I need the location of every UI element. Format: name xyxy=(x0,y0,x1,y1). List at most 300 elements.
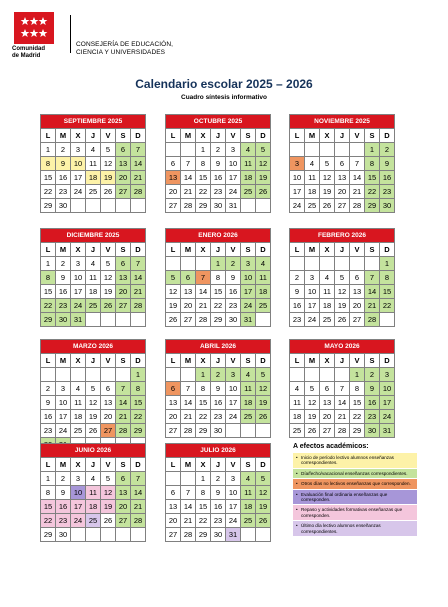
day-cell: 29 xyxy=(211,313,226,327)
day-cell: 16 xyxy=(290,299,305,313)
day-cell: 22 xyxy=(365,185,380,199)
weekday-header: M xyxy=(305,129,320,143)
day-cell: 27 xyxy=(116,185,131,199)
day-cell: 1 xyxy=(131,368,146,382)
weekday-header: D xyxy=(256,354,271,368)
day-cell xyxy=(116,199,131,213)
legend-item-text: Repaso y actividades formativas enseñanzas que corresponden. xyxy=(301,507,403,518)
day-cell: 26 xyxy=(101,185,116,199)
day-cell: 14 xyxy=(196,285,211,299)
day-cell: 28 xyxy=(350,199,365,213)
weekday-header: J xyxy=(211,458,226,472)
day-cell: 3 xyxy=(226,143,241,157)
day-cell: 30 xyxy=(56,528,71,542)
day-cell: 15 xyxy=(380,285,395,299)
weekday-header: V xyxy=(101,458,116,472)
day-cell xyxy=(241,199,256,213)
day-cell: 9 xyxy=(380,157,395,171)
month-calendar xyxy=(165,228,271,327)
day-cell: 2 xyxy=(56,143,71,157)
day-cell: 5 xyxy=(101,257,116,271)
day-cell: 2 xyxy=(290,271,305,285)
bullet-icon: • xyxy=(296,491,298,497)
day-cell: 12 xyxy=(305,396,320,410)
day-cell xyxy=(256,313,271,327)
day-cell: 19 xyxy=(305,410,320,424)
weekday-header: D xyxy=(380,243,395,257)
weekday-header: L xyxy=(41,129,56,143)
day-cell xyxy=(305,143,320,157)
day-cell: 19 xyxy=(86,410,101,424)
day-cell: 17 xyxy=(71,285,86,299)
day-cell: 26 xyxy=(166,313,181,327)
weekday-header: M xyxy=(56,243,71,257)
weekday-header: M xyxy=(305,354,320,368)
day-cell: 4 xyxy=(86,472,101,486)
day-cell: 22 xyxy=(196,410,211,424)
day-cell xyxy=(166,472,181,486)
day-cell: 26 xyxy=(101,514,116,528)
bullet-icon: • xyxy=(296,507,298,513)
day-cell xyxy=(41,368,56,382)
day-cell: 22 xyxy=(41,185,56,199)
day-cell xyxy=(196,257,211,271)
day-cell: 21 xyxy=(365,299,380,313)
day-cell: 21 xyxy=(131,285,146,299)
day-cell: 8 xyxy=(131,382,146,396)
day-cell: 20 xyxy=(166,410,181,424)
day-cell xyxy=(365,257,380,271)
day-cell: 15 xyxy=(41,285,56,299)
day-cell: 19 xyxy=(101,171,116,185)
legend-items xyxy=(293,453,417,536)
day-cell xyxy=(86,368,101,382)
weekday-header: J xyxy=(335,129,350,143)
legend-item-text: Evaluación final ordinaria enseñanzas que corresponden. xyxy=(301,491,388,503)
day-cell xyxy=(380,313,395,327)
day-cell: 29 xyxy=(196,199,211,213)
weekday-header: X xyxy=(71,243,86,257)
weekday-header: D xyxy=(380,129,395,143)
day-cell xyxy=(116,368,131,382)
day-cell xyxy=(131,313,146,327)
day-cell: 24 xyxy=(226,410,241,424)
day-cell: 8 xyxy=(196,382,211,396)
day-cell: 10 xyxy=(71,271,86,285)
day-cell: 22 xyxy=(131,410,146,424)
day-cell: 3 xyxy=(241,257,256,271)
weekday-header: V xyxy=(101,354,116,368)
day-cell: 20 xyxy=(166,514,181,528)
day-cell: 16 xyxy=(211,171,226,185)
day-cell: 13 xyxy=(101,396,116,410)
day-cell: 28 xyxy=(181,199,196,213)
day-cell: 31 xyxy=(71,313,86,327)
day-cell: 26 xyxy=(335,313,350,327)
weekday-header: V xyxy=(350,243,365,257)
day-cell: 8 xyxy=(350,382,365,396)
day-cell: 16 xyxy=(380,171,395,185)
day-cell xyxy=(86,528,101,542)
day-cell xyxy=(320,143,335,157)
day-cell: 4 xyxy=(256,257,271,271)
day-cell xyxy=(181,472,196,486)
day-cell: 29 xyxy=(41,199,56,213)
page-subtitle: Cuadro síntesis informativo xyxy=(181,94,267,101)
weekday-header: V xyxy=(226,458,241,472)
weekday-header: L xyxy=(41,458,56,472)
day-cell: 6 xyxy=(116,472,131,486)
day-cell: 21 xyxy=(335,410,350,424)
weekday-header: D xyxy=(380,354,395,368)
weekday-header: S xyxy=(241,243,256,257)
day-cell: 24 xyxy=(290,199,305,213)
day-cell xyxy=(335,143,350,157)
day-cell xyxy=(256,199,271,213)
day-cell: 21 xyxy=(181,514,196,528)
weekday-header: M xyxy=(56,354,71,368)
day-cell: 21 xyxy=(181,185,196,199)
day-cell: 25 xyxy=(290,424,305,438)
day-cell: 27 xyxy=(116,514,131,528)
day-cell: 9 xyxy=(211,486,226,500)
day-cell: 24 xyxy=(56,424,71,438)
day-cell: 25 xyxy=(256,299,271,313)
weekday-header: M xyxy=(181,129,196,143)
day-cell: 25 xyxy=(241,185,256,199)
day-cell: 12 xyxy=(320,171,335,185)
day-cell: 25 xyxy=(320,313,335,327)
day-cell: 28 xyxy=(131,514,146,528)
day-cell: 23 xyxy=(56,514,71,528)
day-cell: 7 xyxy=(196,271,211,285)
weekday-header: D xyxy=(256,129,271,143)
day-cell xyxy=(181,143,196,157)
day-cell: 6 xyxy=(101,382,116,396)
day-cell: 6 xyxy=(350,271,365,285)
weekday-header: X xyxy=(196,243,211,257)
day-cell: 14 xyxy=(116,396,131,410)
day-cell: 16 xyxy=(41,410,56,424)
weekday-header: L xyxy=(290,129,305,143)
day-cell: 22 xyxy=(211,299,226,313)
day-cell: 24 xyxy=(380,410,395,424)
day-cell xyxy=(116,528,131,542)
day-cell: 24 xyxy=(71,299,86,313)
day-cell xyxy=(56,368,71,382)
day-cell: 17 xyxy=(71,500,86,514)
day-cell: 2 xyxy=(56,472,71,486)
day-cell xyxy=(320,368,335,382)
day-cell: 3 xyxy=(290,157,305,171)
legend-title: A efectos académicos: xyxy=(293,443,369,450)
day-cell xyxy=(101,313,116,327)
day-cell xyxy=(71,199,86,213)
day-cell: 8 xyxy=(41,157,56,171)
month-calendar xyxy=(40,114,146,213)
day-cell: 13 xyxy=(181,285,196,299)
day-cell: 19 xyxy=(320,185,335,199)
brand-divider xyxy=(70,15,71,53)
day-cell: 7 xyxy=(131,143,146,157)
day-cell: 14 xyxy=(365,285,380,299)
day-cell: 15 xyxy=(350,396,365,410)
day-cell: 15 xyxy=(365,171,380,185)
day-cell: 18 xyxy=(86,285,101,299)
weekday-header: L xyxy=(166,129,181,143)
month-calendar xyxy=(289,228,395,327)
weekday-header: D xyxy=(131,129,146,143)
day-cell: 9 xyxy=(226,271,241,285)
legend-item xyxy=(293,479,417,488)
month-calendar xyxy=(165,114,271,213)
weekday-header: X xyxy=(196,354,211,368)
day-cell: 4 xyxy=(290,382,305,396)
weekday-header: M xyxy=(181,458,196,472)
day-cell: 11 xyxy=(305,171,320,185)
month-name: MAYO 2026 xyxy=(290,340,395,354)
day-cell: 11 xyxy=(86,271,101,285)
page-title: Calendario escolar 2025 – 2026 xyxy=(135,77,313,91)
day-cell: 11 xyxy=(290,396,305,410)
day-cell xyxy=(131,528,146,542)
day-cell: 19 xyxy=(335,299,350,313)
day-cell: 2 xyxy=(41,382,56,396)
day-cell: 11 xyxy=(256,271,271,285)
day-cell xyxy=(350,257,365,271)
weekday-header: D xyxy=(131,458,146,472)
day-cell: 1 xyxy=(196,472,211,486)
day-cell: 27 xyxy=(166,424,181,438)
day-cell: 10 xyxy=(56,396,71,410)
legend-item xyxy=(293,469,417,478)
day-cell: 16 xyxy=(226,285,241,299)
day-cell xyxy=(241,528,256,542)
day-cell: 14 xyxy=(131,157,146,171)
weekday-header: L xyxy=(290,243,305,257)
month-calendar xyxy=(289,114,395,213)
day-cell: 28 xyxy=(365,313,380,327)
day-cell: 30 xyxy=(365,424,380,438)
day-cell: 20 xyxy=(116,285,131,299)
day-cell: 22 xyxy=(380,299,395,313)
day-cell: 3 xyxy=(226,472,241,486)
day-cell: 9 xyxy=(290,285,305,299)
day-cell: 30 xyxy=(226,313,241,327)
day-cell: 30 xyxy=(211,424,226,438)
day-cell: 13 xyxy=(116,486,131,500)
month-name: JUNIO 2026 xyxy=(41,444,146,458)
day-cell: 27 xyxy=(181,313,196,327)
weekday-header: V xyxy=(350,354,365,368)
day-cell: 12 xyxy=(256,486,271,500)
day-cell: 3 xyxy=(71,472,86,486)
day-cell: 4 xyxy=(241,143,256,157)
day-cell: 7 xyxy=(181,157,196,171)
day-cell: 12 xyxy=(166,285,181,299)
month-calendar xyxy=(40,339,146,452)
day-cell: 19 xyxy=(101,500,116,514)
day-cell: 26 xyxy=(305,424,320,438)
day-cell: 27 xyxy=(350,313,365,327)
day-cell: 6 xyxy=(181,271,196,285)
day-cell: 12 xyxy=(101,157,116,171)
day-cell: 19 xyxy=(256,171,271,185)
day-cell: 28 xyxy=(181,528,196,542)
legend-item-text: Otros días no lectivos enseñanzas que corresponden. xyxy=(301,481,411,487)
day-cell: 9 xyxy=(56,486,71,500)
day-cell: 9 xyxy=(211,382,226,396)
day-cell: 28 xyxy=(181,424,196,438)
month-calendar xyxy=(165,339,271,438)
day-cell: 7 xyxy=(131,472,146,486)
weekday-header: J xyxy=(86,243,101,257)
day-cell: 15 xyxy=(41,500,56,514)
weekday-header: M xyxy=(181,354,196,368)
weekday-header: X xyxy=(320,129,335,143)
day-cell: 13 xyxy=(320,396,335,410)
day-cell: 20 xyxy=(166,185,181,199)
day-cell: 28 xyxy=(335,424,350,438)
day-cell: 24 xyxy=(226,185,241,199)
weekday-header: S xyxy=(116,354,131,368)
weekday-header: J xyxy=(86,129,101,143)
day-cell: 19 xyxy=(256,396,271,410)
day-cell: 1 xyxy=(365,143,380,157)
day-cell: 3 xyxy=(226,368,241,382)
day-cell: 28 xyxy=(116,424,131,438)
day-cell: 8 xyxy=(196,486,211,500)
day-cell: 3 xyxy=(56,382,71,396)
bullet-icon: • xyxy=(296,481,298,487)
day-cell: 22 xyxy=(196,185,211,199)
day-cell: 5 xyxy=(335,271,350,285)
day-cell: 27 xyxy=(166,199,181,213)
day-cell: 7 xyxy=(181,382,196,396)
weekday-header: V xyxy=(226,129,241,143)
day-cell: 5 xyxy=(101,472,116,486)
day-cell: 5 xyxy=(256,143,271,157)
day-cell: 11 xyxy=(71,396,86,410)
weekday-header: L xyxy=(41,354,56,368)
day-cell: 10 xyxy=(241,271,256,285)
day-cell: 10 xyxy=(226,486,241,500)
day-cell: 7 xyxy=(181,486,196,500)
day-cell: 1 xyxy=(41,472,56,486)
day-cell: 31 xyxy=(226,199,241,213)
day-cell: 23 xyxy=(380,185,395,199)
day-cell: 20 xyxy=(320,410,335,424)
day-cell xyxy=(71,368,86,382)
day-cell: 25 xyxy=(86,514,101,528)
day-cell: 7 xyxy=(365,271,380,285)
day-cell: 26 xyxy=(101,299,116,313)
day-cell: 14 xyxy=(181,500,196,514)
day-cell xyxy=(86,199,101,213)
day-cell: 12 xyxy=(101,271,116,285)
day-cell: 12 xyxy=(256,382,271,396)
day-cell: 15 xyxy=(196,171,211,185)
day-cell xyxy=(226,424,241,438)
day-cell: 30 xyxy=(56,313,71,327)
day-cell: 18 xyxy=(290,410,305,424)
day-cell xyxy=(290,143,305,157)
day-cell: 5 xyxy=(256,368,271,382)
day-cell: 18 xyxy=(256,285,271,299)
day-cell: 23 xyxy=(211,514,226,528)
day-cell: 17 xyxy=(226,396,241,410)
day-cell: 17 xyxy=(226,171,241,185)
day-cell: 7 xyxy=(131,257,146,271)
comunidad-madrid-logo xyxy=(14,12,54,44)
day-cell: 23 xyxy=(56,185,71,199)
dept-line2: CIENCIA Y UNIVERSIDADES xyxy=(76,49,166,56)
day-cell: 25 xyxy=(241,410,256,424)
weekday-header: X xyxy=(320,243,335,257)
weekday-header: J xyxy=(335,243,350,257)
day-cell: 24 xyxy=(305,313,320,327)
day-cell: 15 xyxy=(41,171,56,185)
weekday-header: M xyxy=(181,243,196,257)
day-cell xyxy=(86,313,101,327)
weekday-header: L xyxy=(290,354,305,368)
day-cell: 9 xyxy=(211,157,226,171)
day-cell: 17 xyxy=(226,500,241,514)
day-cell: 15 xyxy=(196,396,211,410)
weekday-header: V xyxy=(350,129,365,143)
day-cell: 28 xyxy=(196,313,211,327)
day-cell: 10 xyxy=(226,157,241,171)
day-cell: 12 xyxy=(335,285,350,299)
day-cell: 10 xyxy=(380,382,395,396)
day-cell: 31 xyxy=(241,313,256,327)
month-calendar xyxy=(165,443,271,542)
day-cell: 5 xyxy=(320,157,335,171)
day-cell xyxy=(335,257,350,271)
day-cell: 19 xyxy=(101,285,116,299)
weekday-header: M xyxy=(305,243,320,257)
day-cell: 11 xyxy=(241,382,256,396)
day-cell: 25 xyxy=(71,424,86,438)
day-cell: 5 xyxy=(305,382,320,396)
day-cell: 6 xyxy=(166,382,181,396)
weekday-header: M xyxy=(56,458,71,472)
legend-item-text: Último día lectivo alumnos enseñanzas correspondientes. xyxy=(301,523,381,534)
weekday-header: V xyxy=(101,243,116,257)
day-cell: 19 xyxy=(256,500,271,514)
day-cell: 5 xyxy=(256,472,271,486)
day-cell: 23 xyxy=(226,299,241,313)
day-cell: 2 xyxy=(56,257,71,271)
weekday-header: L xyxy=(166,458,181,472)
weekday-header: J xyxy=(86,354,101,368)
legend-item-text: Inicio de período lectivo alumnos enseñanzas correspondientes. xyxy=(301,455,394,466)
day-cell: 23 xyxy=(290,313,305,327)
day-cell: 18 xyxy=(86,171,101,185)
day-cell: 16 xyxy=(56,285,71,299)
day-cell: 23 xyxy=(211,410,226,424)
day-cell: 10 xyxy=(226,382,241,396)
day-cell: 5 xyxy=(101,143,116,157)
day-cell: 5 xyxy=(86,382,101,396)
dept-line1: CONSEJERÍA DE EDUCACIÓN, xyxy=(76,41,174,48)
weekday-header: S xyxy=(116,243,131,257)
day-cell: 27 xyxy=(101,424,116,438)
day-cell xyxy=(305,257,320,271)
day-cell: 8 xyxy=(41,271,56,285)
day-cell xyxy=(101,199,116,213)
day-cell: 26 xyxy=(256,410,271,424)
